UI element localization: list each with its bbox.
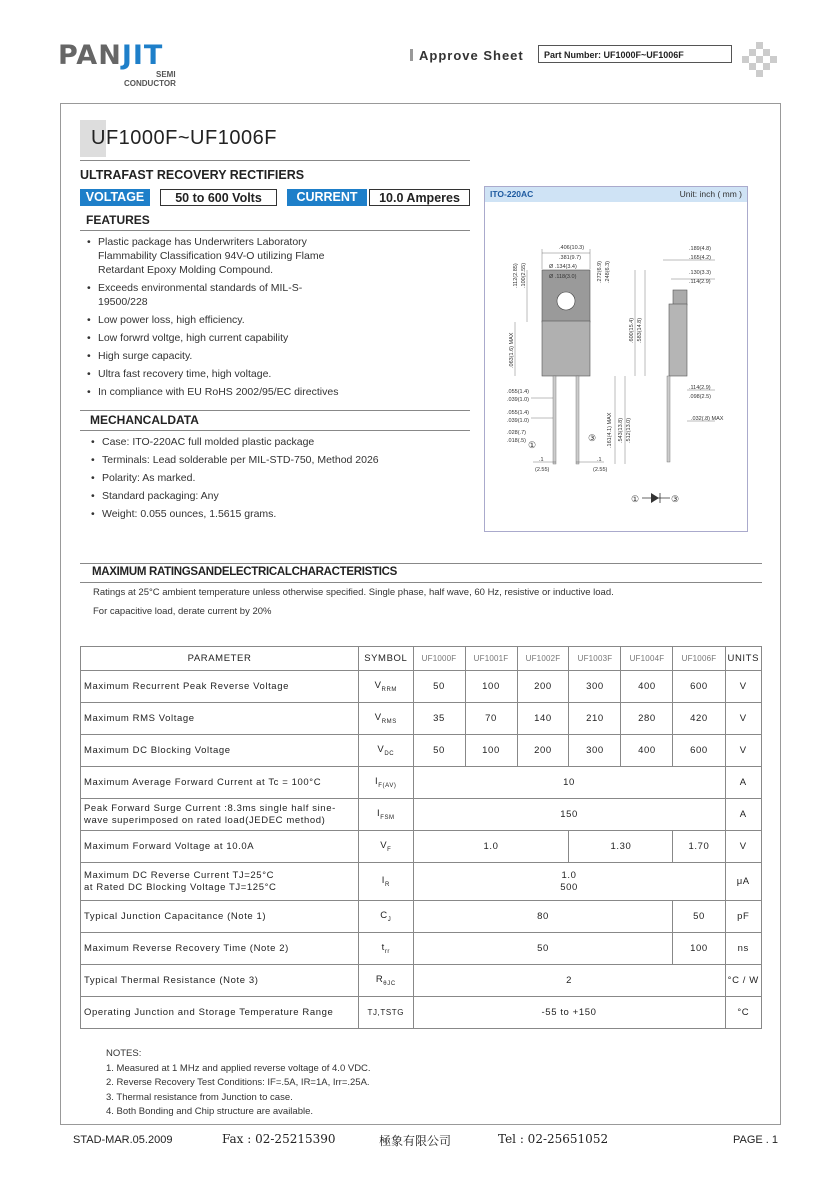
note-item: 2. Reverse Recovery Test Conditions: IF=.5A, IR=1A, Irr=.25A. (106, 1077, 370, 1088)
dim-d15: .039(1.0) (507, 418, 530, 424)
dim-d4: Ø .118(3.0) (549, 274, 577, 280)
row-unit: ns (725, 933, 762, 965)
feature-item: • In compliance with EU RoHS 2002/95/EC directives (84, 385, 398, 399)
cell: 1.0 (413, 831, 569, 863)
row-symbol (359, 965, 413, 997)
table-row (81, 703, 762, 735)
row-unit: °C (725, 997, 762, 1029)
table-header-row (81, 647, 762, 671)
current-label: CURRENT (287, 189, 367, 206)
mechanical-list (88, 435, 448, 525)
symbol-main: V (380, 840, 388, 852)
row-symbol (359, 863, 413, 901)
row-parameter: Operating Junction and Storage Temperature Range (81, 997, 359, 1029)
cell: 200 (517, 735, 569, 767)
symbol-main: V (374, 680, 382, 692)
dim-d29: .114(2.9) (689, 385, 711, 391)
row-parameter: Maximum DC Blocking Voltage (81, 735, 359, 767)
symbol-sub: θJC (383, 980, 396, 987)
cell: 80 (413, 901, 673, 933)
package-name: ITO-220AC (490, 189, 534, 199)
cell: 200 (517, 671, 569, 703)
symbol-sub: R (384, 881, 390, 888)
mechanical-divider (80, 430, 470, 431)
cell: 600 (673, 671, 725, 703)
pin1-label: ① (528, 440, 537, 450)
cell: 50 (413, 933, 673, 965)
dim-d2: .381(9.7) (559, 255, 582, 261)
symbol-main: C (380, 910, 388, 922)
dim-d1: .406(10.3) (559, 245, 585, 251)
row-unit: A (725, 767, 762, 799)
dim-d14: .055(1.4) (507, 410, 530, 416)
row-symbol (359, 799, 413, 831)
cell (413, 863, 725, 901)
symbol-main: V (374, 712, 382, 724)
logo-sub-semi: SEMI (156, 70, 176, 79)
dim-d13: .039(1.0) (507, 397, 530, 403)
row-parameter (81, 799, 359, 831)
header-uf1006f: UF1006F (673, 647, 725, 671)
dim-d26: .165(4.2) (689, 255, 712, 261)
footer-tel: Tel : 02-25651052 (498, 1132, 609, 1146)
row-symbol (359, 671, 413, 703)
voltage-label: VOLTAGE (80, 189, 150, 206)
header-uf1002f: UF1002F (517, 647, 569, 671)
cell: 100 (465, 735, 517, 767)
header-parameter: PARAMETER (81, 647, 359, 671)
dim-d19: .543(13.8) (618, 417, 624, 443)
dim-d6: .100(2.55) (521, 262, 527, 288)
dim-d25: .189(4.8) (689, 246, 712, 252)
features-divider (80, 230, 470, 231)
dim-d16: .028(.7) (507, 430, 526, 436)
row-parameter: Maximum Reverse Recovery Time (Note 2) (81, 933, 359, 965)
footer-company: 極象有限公司 (379, 1134, 452, 1148)
row-parameter: Typical Thermal Resistance (Note 3) (81, 965, 359, 997)
row-symbol (359, 703, 413, 735)
header-symbol: SYMBOL (359, 647, 413, 671)
subtitle: ULTRAFAST RECOVERY RECTIFIERS (80, 168, 305, 182)
company-logo (58, 40, 163, 71)
symbol-sub: J (387, 916, 392, 923)
table-row (81, 965, 762, 997)
voltage-value: 50 to 600 Volts (160, 189, 277, 206)
symbol-sub: DC (384, 750, 395, 757)
cell: 100 (465, 671, 517, 703)
mechanical-item: • Terminals: Lead solderable per MIL-STD-750, Method 2026 (88, 453, 448, 467)
current-value: 10.0 Amperes (369, 189, 470, 206)
table-row (81, 671, 762, 703)
value-line-2: 500 (560, 881, 578, 893)
logo-sub-conductor: CONDUCTOR (124, 79, 176, 88)
cell: 400 (621, 671, 673, 703)
cell: 400 (621, 735, 673, 767)
table-row (81, 735, 762, 767)
checker-decoration (742, 42, 782, 82)
features-list (84, 235, 346, 403)
dim-d5: .112(2.85) (513, 263, 519, 288)
cell: 10 (413, 767, 725, 799)
cell: 150 (413, 799, 725, 831)
row-unit: V (725, 671, 762, 703)
feature-item: • Exceeds environmental standards of MIL-S-19500/228 (84, 281, 346, 309)
row-unit: °C / W (725, 965, 762, 997)
note-item: 4. Both Bonding and Chip structure are available. (106, 1106, 314, 1117)
symbol-main: V (377, 744, 385, 756)
symbol-sub: RRM (381, 686, 397, 693)
dim-d8: .248(6.3) (605, 260, 611, 283)
ratings-title: MAXIMUM RATINGSANDELECTRICALCHARACTERISTICS (92, 566, 398, 578)
row-unit: V (725, 831, 762, 863)
ratings-note-1: Ratings at 25°C ambient temperature unless otherwise specified. Single phase, half wave, 60 Hz, resistive or inductive load. (93, 587, 614, 598)
table-row (81, 799, 762, 831)
row-parameter: Maximum RMS Voltage (81, 703, 359, 735)
row-parameter: Maximum Average Forward Current at Tc = 100°C (81, 767, 359, 799)
table-row (81, 933, 762, 965)
row-parameter: Typical Junction Capacitance (Note 1) (81, 901, 359, 933)
symbol-sub: F (387, 846, 392, 853)
row-unit: V (725, 703, 762, 735)
feature-item: • High surge capacity. (84, 349, 346, 363)
header-uf1000f: UF1000F (413, 647, 465, 671)
logo-subtitle (124, 70, 176, 88)
dim-d7: .272(6.9) (597, 260, 603, 283)
cell: 50 (413, 735, 465, 767)
feature-item: • Low forwrd voltge, high current capability (84, 331, 346, 345)
param-line-2: wave superimposed on rated load(JEDEC method) (84, 814, 326, 826)
mechanical-item: • Case: ITO-220AC full molded plastic package (88, 435, 448, 449)
dim-d31: .032(.8) MAX (691, 416, 724, 422)
header-uf1003f: UF1003F (569, 647, 621, 671)
logo-jit: JIT (121, 40, 164, 71)
dim-d12: .055(1.4) (507, 389, 530, 395)
pin3-label: ③ (588, 433, 597, 443)
dim-d22: (2.55) (535, 467, 550, 473)
table-row (81, 767, 762, 799)
diode-symbol-pin3: ③ (671, 494, 680, 504)
mechanical-item: • Weight: 0.055 ounces, 1.5615 grams. (88, 507, 448, 521)
row-parameter: Maximum Recurrent Peak Reverse Voltage (81, 671, 359, 703)
row-symbol (359, 933, 413, 965)
cell: 2 (413, 965, 725, 997)
dim-d10: .583(14.8) (637, 317, 643, 343)
cell: 35 (413, 703, 465, 735)
table-row (81, 997, 762, 1029)
notes-block (106, 1047, 371, 1120)
ratings-top-divider (80, 563, 762, 564)
mechanical-item: • Polarity: As marked. (88, 471, 448, 485)
dim-d24: (2.55) (593, 467, 608, 473)
row-symbol (359, 735, 413, 767)
cell: 140 (517, 703, 569, 735)
cell: 1.70 (673, 831, 725, 863)
footer-fax: Fax : 02-25215390 (222, 1132, 336, 1146)
note-item: 3. Thermal resistance from Junction to case. (106, 1091, 293, 1103)
value-line-1: 1.0 (561, 869, 577, 881)
approve-text: Approve Sheet (419, 48, 524, 63)
param-line-1: Maximum DC Reverse Current TJ=25°C (84, 869, 275, 881)
dim-d23: .1 (597, 457, 602, 463)
table-row (81, 901, 762, 933)
symbol-main: R (375, 974, 384, 986)
cell: 100 (673, 933, 725, 965)
cell: 1.30 (569, 831, 673, 863)
row-symbol: TJ,TSTG (359, 997, 413, 1029)
feature-item: • Plastic package has Underwriters Laboratory Flammability Classification 94V-O utilizing Flame Retardant Epoxy Molding Compound. (84, 235, 346, 277)
mechanical-title: MECHANCALDATA (90, 413, 199, 427)
cell: 70 (465, 703, 517, 735)
dim-d20: .512(13.0) (626, 417, 632, 443)
cell: 50 (673, 901, 725, 933)
row-symbol (359, 831, 413, 863)
notes-title: NOTES: (106, 1048, 142, 1059)
approve-sheet-label (410, 48, 524, 63)
row-unit: μA (725, 863, 762, 901)
row-unit: A (725, 799, 762, 831)
footer-page: PAGE . 1 (733, 1134, 779, 1146)
mechanical-item: • Standard packaging: Any (88, 489, 448, 503)
cell: 420 (673, 703, 725, 735)
row-unit: pF (725, 901, 762, 933)
title-divider (80, 160, 470, 161)
ratings-divider (80, 582, 762, 583)
row-unit: V (725, 735, 762, 767)
diode-symbol-pin1: ① (631, 494, 640, 504)
page-title: UF1000F~UF1006F (91, 127, 277, 149)
row-parameter: Maximum Forward Voltage at 10.0A (81, 831, 359, 863)
symbol-sub: RMS (381, 718, 397, 725)
part-number-box: Part Number: UF1000F~UF1006F (538, 45, 732, 63)
ratings-table (80, 646, 762, 1029)
dim-d3: Ø .134(3.4) (549, 264, 577, 270)
row-symbol (359, 901, 413, 933)
approve-bar-icon (410, 49, 413, 61)
symbol-sub: F(AV) (378, 782, 397, 789)
dim-d18: .161(4.1) MAX (607, 412, 613, 448)
cell: 280 (621, 703, 673, 735)
symbol-main: I (376, 808, 381, 820)
package-outline-drawing (485, 203, 747, 531)
footer-date: STAD-MAR.05.2009 (73, 1134, 173, 1146)
table-row (81, 863, 762, 901)
header-units: UNITS (725, 647, 762, 671)
symbol-sub: rr (384, 948, 391, 955)
symbol-main: t (381, 942, 385, 954)
package-unit: Unit: inch ( mm ) (679, 189, 742, 199)
dim-d17: .018(.5) (507, 438, 526, 444)
features-title: FEATURES (86, 213, 150, 227)
diode-icon (651, 493, 659, 503)
cell: -55 to +150 (413, 997, 725, 1029)
cell: 300 (569, 671, 621, 703)
param-line-1: Peak Forward Surge Current :8.3ms single half sine- (84, 802, 336, 814)
feature-item: • Ultra fast recovery time, high voltage. (84, 367, 346, 381)
logo-pan: PAN (58, 40, 122, 71)
cell: 600 (673, 735, 725, 767)
table-row (81, 831, 762, 863)
package-header (485, 187, 747, 202)
ratings-note-2: For capacitive load, derate current by 20% (93, 606, 272, 617)
cell: 50 (413, 671, 465, 703)
dim-d21: .1 (539, 457, 544, 463)
dim-d28: .114(2.9) (689, 279, 711, 285)
symbol-sub: FSM (380, 814, 395, 821)
dim-d27: .130(3.3) (689, 270, 712, 276)
note-item: 1. Measured at 1 MHz and applied reverse voltage of 4.0 VDC. (106, 1062, 371, 1074)
header-uf1001f: UF1001F (465, 647, 517, 671)
symbol-main: I (375, 776, 379, 788)
symbol-main: I (381, 875, 385, 887)
dim-d30: .098(2.5) (689, 394, 712, 400)
row-symbol (359, 767, 413, 799)
dim-d9: .600(15.4) (629, 317, 635, 343)
cell: 300 (569, 735, 621, 767)
header-uf1004f: UF1004F (621, 647, 673, 671)
row-parameter (81, 863, 359, 901)
mechanical-top-divider (80, 410, 470, 411)
dim-d11: .063(1.6) MAX (509, 332, 515, 368)
param-line-2: at Rated DC Blocking Voltage TJ=125°C (84, 881, 277, 893)
feature-item: • Low power loss, high efficiency. (84, 313, 346, 327)
cell: 210 (569, 703, 621, 735)
